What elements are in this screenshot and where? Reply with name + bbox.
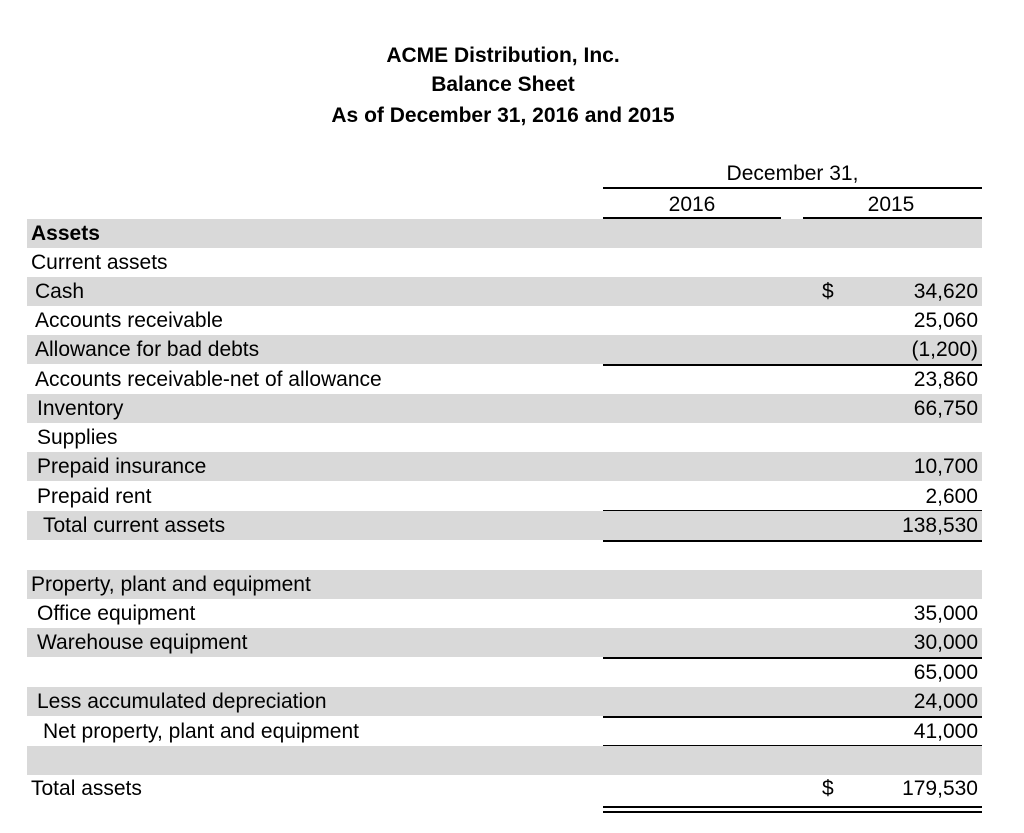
current-assets-row	[27, 248, 982, 277]
prepaid-rent-row	[27, 482, 982, 511]
statement-title: Balance Sheet	[431, 73, 575, 96]
total-current-assets-amount: 138,530	[902, 514, 978, 537]
assets-heading-row	[27, 219, 982, 248]
company-name: ACME Distribution, Inc.	[386, 44, 620, 67]
accumulated-depreciation-amount: 24,000	[913, 690, 978, 713]
allowance-label: Allowance for bad debts	[35, 338, 260, 361]
office-equipment-label: Office equipment	[37, 602, 196, 625]
cash-row	[27, 277, 982, 306]
allowance-amount: (1,200)	[911, 338, 978, 361]
ar-row	[27, 306, 982, 335]
total-assets-currency: $	[822, 777, 834, 800]
total-assets-double-rule-bottom	[603, 811, 982, 813]
column-year-2016: 2016	[668, 193, 716, 216]
inventory-amount: 66,750	[913, 397, 978, 420]
ar-net-amount: 23,860	[913, 368, 978, 391]
accumulated-depreciation-label: Less accumulated depreciation	[37, 690, 327, 713]
ppe-subtotal-amount: 65,000	[913, 661, 978, 684]
spacer-row	[27, 746, 982, 775]
inventory-row	[27, 394, 982, 423]
net-ppe-row	[27, 717, 982, 746]
prepaid-insurance-row	[27, 452, 982, 481]
assets-heading: Assets	[31, 222, 100, 245]
office-equipment-row	[27, 599, 982, 628]
net-ppe-amount: 41,000	[913, 720, 978, 743]
total-current-assets-row	[27, 511, 982, 540]
column-group-rule	[603, 187, 982, 189]
ar-net-row	[27, 365, 982, 394]
total-assets-row	[27, 774, 982, 803]
ppe-subtotal-row	[27, 658, 982, 687]
warehouse-equipment-row	[27, 628, 982, 657]
total-assets-amount: 179,530	[902, 777, 978, 800]
allowance-row	[27, 335, 982, 364]
total-current-assets-underline	[603, 540, 982, 542]
column-group-label: December 31,	[726, 162, 859, 185]
total-assets-label: Total assets	[31, 777, 142, 800]
ar-label: Accounts receivable	[35, 309, 223, 332]
cash-amount: 34,620	[913, 280, 978, 303]
current-assets-heading: Current assets	[31, 251, 168, 274]
office-equipment-amount: 35,000	[913, 602, 978, 625]
accumulated-depreciation-row	[27, 687, 982, 716]
supplies-row	[27, 423, 982, 452]
cash-label: Cash	[35, 280, 85, 303]
warehouse-equipment-label: Warehouse equipment	[37, 631, 248, 654]
total-current-assets-label: Total current assets	[43, 514, 226, 537]
warehouse-equipment-amount: 30,000	[913, 631, 978, 654]
cash-currency: $	[822, 280, 834, 303]
prepaid-insurance-label: Prepaid insurance	[37, 455, 207, 478]
prepaid-insurance-amount: 10,700	[913, 455, 978, 478]
prepaid-rent-amount: 2,600	[925, 485, 978, 508]
prepaid-rent-label: Prepaid rent	[37, 485, 152, 508]
ppe-heading: Property, plant and equipment	[31, 573, 311, 596]
total-assets-double-rule-top	[603, 806, 982, 808]
inventory-label: Inventory	[37, 397, 124, 420]
ar-amount: 25,060	[913, 309, 978, 332]
ar-net-label: Accounts receivable-net of allowance	[35, 368, 382, 391]
ppe-heading-row	[27, 570, 982, 599]
column-year-2015: 2015	[867, 193, 915, 216]
statement-period: As of December 31, 2016 and 2015	[331, 104, 675, 127]
net-ppe-label: Net property, plant and equipment	[43, 720, 359, 743]
supplies-label: Supplies	[37, 426, 118, 449]
